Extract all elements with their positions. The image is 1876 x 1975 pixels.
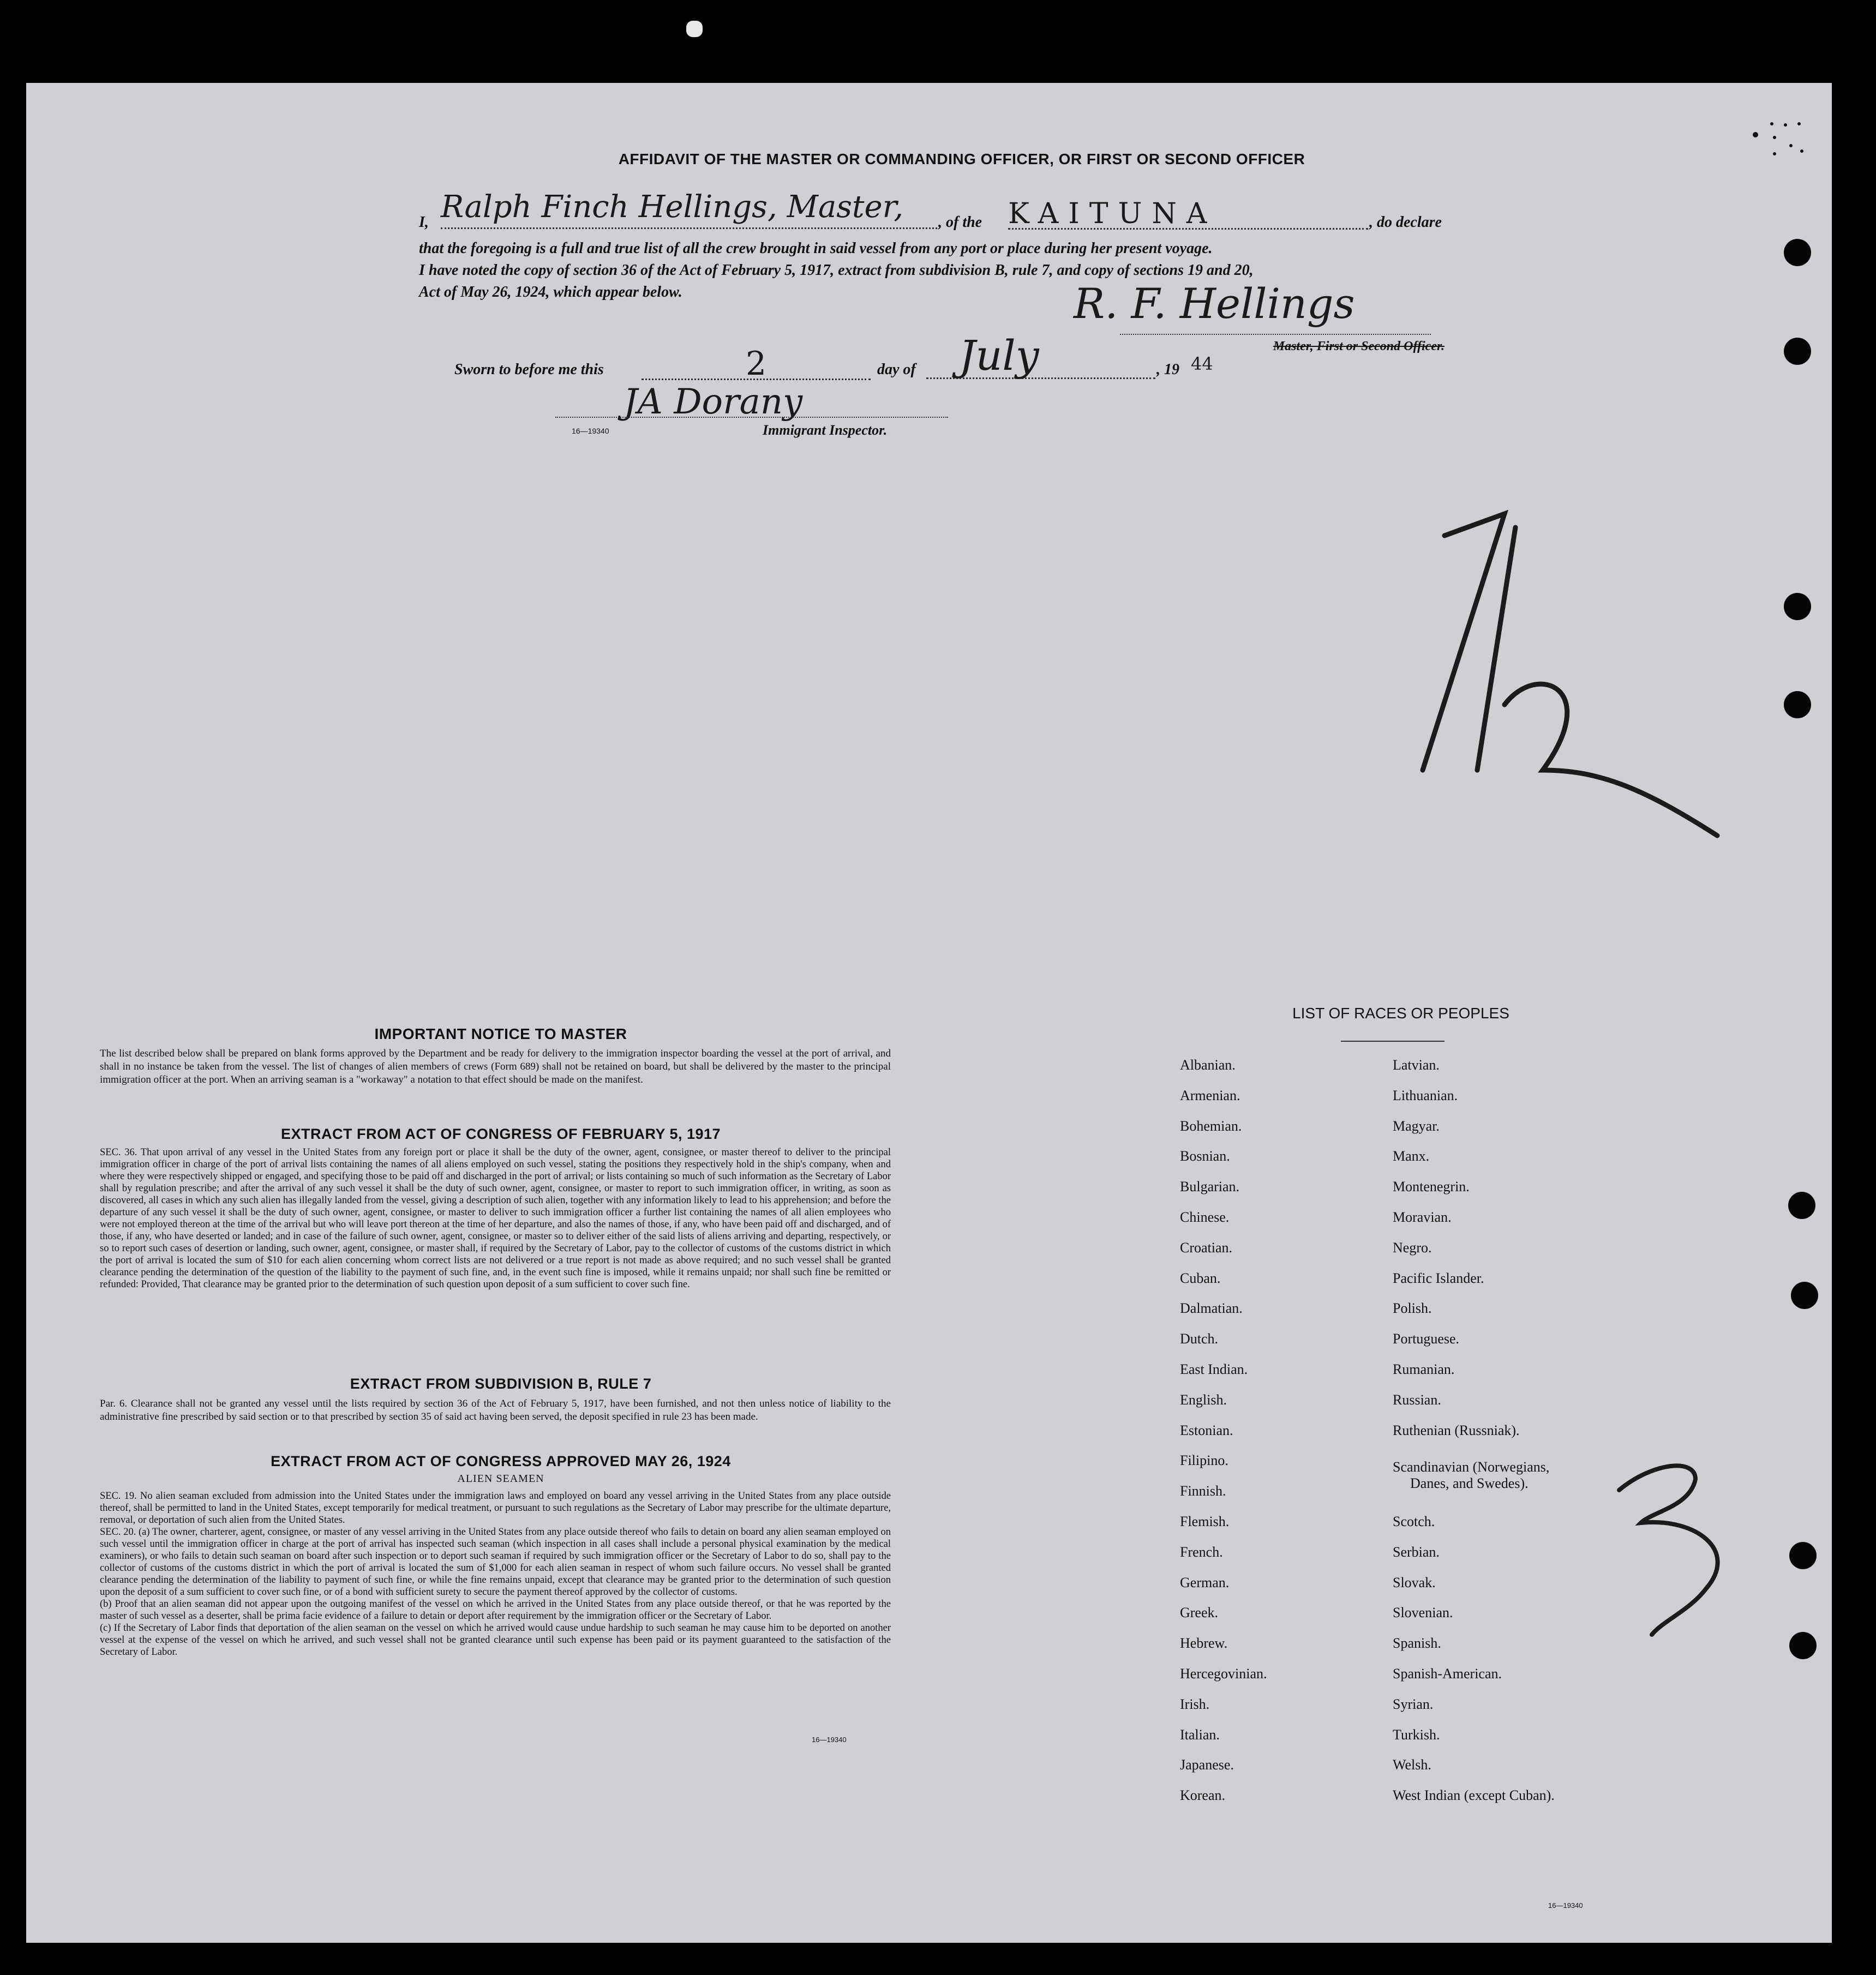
race-item: Slovak. bbox=[1393, 1574, 1436, 1590]
race-item: Spanish-American. bbox=[1393, 1666, 1502, 1682]
margin-marks bbox=[1750, 113, 1810, 162]
race-item: Dutch. bbox=[1180, 1331, 1219, 1347]
signature-title: Master, First or Second Officer. bbox=[1273, 339, 1445, 353]
race-item: West Indian (except Cuban). bbox=[1393, 1787, 1555, 1804]
sec-20a-text: SEC. 20. (a) The owner, charterer, agent, consignee, or master of any vessel arriving in the United States from any place outside thereof who fails to detain on board any alien seaman employed on such vessel until the immigration officer in charge at the port of arrival has inspected such seaman (which inspection in all cases shall include a personal physical examination by the medical examiners), or who fails to detain such seaman on board after such inspection or to deport such seaman if required by such immigration officer or the Secretary of Labor to do so, shall pay to the collector of customs of the customs district in which the port of arrival is located the sum of $1,000 for each alien seaman in respect of whom such failure occurs. No vessel shall be granted clearance pending the determination of the liability to payment of such fine, or while the fine remains unpaid, except that clearance may be granted prior to the determination of such question upon the deposit of a sum sufficient to cover such fine, or of a bond with sufficient surety to secure the payment thereof approved by the collector of customs. bbox=[100, 1527, 891, 1598]
notice-title: IMPORTANT NOTICE TO MASTER bbox=[374, 1025, 627, 1042]
race-item: Serbian. bbox=[1393, 1544, 1440, 1560]
extract-1924-text bbox=[100, 1490, 891, 1658]
extract-1917-text: SEC. 36. That upon arrival of any vessel in the United States from any foreign port or place it shall be the duty of the owner, agent, consignee, or master thereof to deliver to the principal immigration officer in charge of the port of arrival lists containing the names of all aliens employed on such vessel, stating the positions they respectively hold in the ship's company, when and where they were respectively shipped or engaged, and specifying those to be paid off and discharged in the port of arrival; or lists containing so much of such information as the Secretary of Labor shall by regulation prescribe; and after the arrival of any such vessel it shall be the duty of such owner, agent, consignee, or master to report to such immigration officer, in writing, as soon as discovered, all cases in which any such alien has illegally landed from the vessel, giving a description of such alien, together with any information likely to lead to his apprehension; and before the departure of any such vessel it shall be the duty of such owner, agent, consignee, or master to deliver to such immigration officer a further list containing the names of all alien employees who were not employed thereon at the time of the arrival but who will leave port thereon at the time of her departure, and also the names of those, if any, who have been paid off and discharged, and of those, if any, who have deserted or landed; and in case of the failure of such owner, agent, consignee, or master so to deliver either of the said lists of aliens arriving and departing, respectively, or so to report such cases of desertion or landing, such owner, agent, consignee, or master shall, if required by the Secretary of Labor, pay to the collector of customs of the customs district in which the port of arrival is located the sum of $10 for each alien concerning whom correct lists are not delivered or a true report is not made as above required; and no such vessel shall be granted clearance pending the determination of the question of the liability to the payment of such fine, and, in the event such fine is imposed, while it remains unpaid; nor shall such fine be remitted or refunded: Provided, That clearance may be granted prior to the determination of such question upon deposit of a sum sufficient to cover such fine. bbox=[100, 1147, 891, 1290]
race-item: Korean. bbox=[1180, 1787, 1226, 1804]
extract-1917-title: EXTRACT FROM ACT OF CONGRESS OF FEBRUARY 5, 1917 bbox=[280, 1126, 721, 1142]
affidavit-line-2: that the foregoing is a full and true list of all the crew brought in said vessel from any port or place during her present voyage. bbox=[419, 240, 1213, 257]
race-item: Filipino. bbox=[1180, 1452, 1228, 1469]
race-item: Montenegrin. bbox=[1393, 1179, 1470, 1195]
binder-hole bbox=[1791, 1282, 1818, 1309]
race-item: Ruthenian (Russniak). bbox=[1393, 1422, 1520, 1438]
document-page bbox=[26, 83, 1832, 1943]
race-item: Latvian. bbox=[1393, 1057, 1440, 1073]
race-item: Bulgarian. bbox=[1180, 1179, 1240, 1195]
race-item: Moravian. bbox=[1393, 1209, 1452, 1225]
master-signature: R. F. Hellings bbox=[1074, 279, 1355, 328]
race-item: Albanian. bbox=[1180, 1057, 1236, 1073]
race-item: Polish. bbox=[1393, 1300, 1432, 1317]
race-item: Hebrew. bbox=[1180, 1635, 1228, 1652]
binder-hole bbox=[1784, 239, 1811, 266]
race-item: Syrian. bbox=[1393, 1696, 1434, 1712]
day-of-label: day of bbox=[877, 361, 916, 378]
race-item: Croatian. bbox=[1180, 1239, 1233, 1256]
binder-hole bbox=[1789, 1632, 1817, 1659]
extract-1924-title: EXTRACT FROM ACT OF CONGRESS APPROVED MAY 26, 1924 bbox=[271, 1453, 731, 1469]
race-item: Portuguese. bbox=[1393, 1331, 1460, 1347]
sworn-year: 44 bbox=[1191, 353, 1213, 374]
of-the-label: , of the bbox=[938, 214, 982, 231]
form-number-right: 16—19340 bbox=[1548, 1901, 1583, 1910]
race-item: Bohemian. bbox=[1180, 1118, 1242, 1134]
race-item: East Indian. bbox=[1180, 1361, 1248, 1377]
binder-hole bbox=[1784, 593, 1811, 620]
extract-rule7-text: Par. 6. Clearance shall not be granted any vessel until the lists required by section 36 of the Act of February 5, 1917, have been furnished, and not then unless notice of liability to the administrative fine prescribed by said section or to that prescribed by section 35 of said act having been served, the deposit specified in rule 23 has been made. bbox=[100, 1398, 891, 1422]
affidavit-title: AFFIDAVIT OF THE MASTER OR COMMANDING OFFICER, OR FIRST OR SECOND OFFICER bbox=[618, 151, 1305, 167]
page-number-large bbox=[1401, 465, 1728, 901]
race-item: German. bbox=[1180, 1574, 1230, 1590]
race-item: Flemish. bbox=[1180, 1514, 1230, 1529]
page-number-large-drawing bbox=[1401, 465, 1728, 901]
race-item: Pacific Islander. bbox=[1393, 1270, 1484, 1286]
vessel-name: KAITUNA bbox=[1008, 197, 1368, 230]
race-item: Chinese. bbox=[1180, 1209, 1230, 1225]
signature-line bbox=[1120, 334, 1431, 335]
notice-text: The list described below shall be prepared on blank forms approved by the Department and be ready for delivery to the immigration inspector boarding the vessel at the port of arrival, and shall in no instance be taken from the vessel. The list of changes of alien members of crews (Form 689) shall not be retained on board, but shall be delivered by the master to the principal immigration officer at the port. When an arriving seaman is a "workaway" a notation to that effect should be made on the manifest. bbox=[100, 1048, 891, 1085]
scan-speck bbox=[686, 21, 703, 37]
race-item: Estonian. bbox=[1180, 1422, 1233, 1438]
race-item: Bosnian. bbox=[1180, 1148, 1230, 1164]
race-item: Armenian. bbox=[1180, 1087, 1240, 1103]
sec-20b-text: (b) Proof that an alien seaman did not appear upon the outgoing manifest of the vessel on which he arrived in the United States from any place outside thereof, or that he was reported by the master of such vessel as a deserter, shall be prima facie evidence of a failure to detain or deport after requirement by the immigration officer or the Secretary of Labor. bbox=[100, 1599, 891, 1622]
race-item: Japanese. bbox=[1180, 1757, 1234, 1773]
form-number-top: 16—19340 bbox=[572, 427, 609, 435]
affidavit-i: I, bbox=[419, 214, 429, 231]
race-item: Cuban. bbox=[1180, 1270, 1221, 1286]
inspector-label: Immigrant Inspector. bbox=[763, 422, 888, 438]
race-item: Turkish. bbox=[1393, 1726, 1440, 1743]
race-item: Hercegovinian. bbox=[1180, 1666, 1267, 1682]
race-item: Finnish. bbox=[1180, 1483, 1226, 1499]
races-title-rule bbox=[1341, 1041, 1445, 1042]
race-item: Magyar. bbox=[1393, 1118, 1440, 1134]
race-item: Italian. bbox=[1180, 1726, 1220, 1743]
sec-19-text: SEC. 19. No alien seaman excluded from admission into the United States under the immigration laws and employed on board any vessel arriving in the United States from any place outside thereof, shall be permitted to land in the United States, except temporarily for medical treatment, or pursuant to such regulations as the Secretary of Labor may prescribe for the ultimate departure, removal, or deportation of such alien from the United States. bbox=[100, 1491, 891, 1526]
binder-hole bbox=[1789, 1542, 1817, 1569]
binder-hole bbox=[1784, 691, 1811, 718]
margin-dots bbox=[1750, 113, 1810, 162]
inspector-line bbox=[555, 417, 948, 418]
sworn-day: 2 bbox=[642, 345, 871, 380]
race-item: Dalmatian. bbox=[1180, 1300, 1243, 1317]
sworn-label: Sworn to before me this bbox=[454, 361, 604, 378]
races-title: LIST OF RACES OR PEOPLES bbox=[1292, 1005, 1509, 1022]
race-item: Greek. bbox=[1180, 1605, 1219, 1621]
extract-rule7-title: EXTRACT FROM SUBDIVISION B, RULE 7 bbox=[350, 1376, 652, 1392]
binder-hole bbox=[1784, 338, 1811, 365]
declarant-name: Ralph Finch Hellings, Master, bbox=[441, 189, 937, 229]
race-item: Slovenian. bbox=[1393, 1605, 1453, 1621]
sworn-month: July bbox=[926, 331, 1155, 379]
race-item: Manx. bbox=[1393, 1148, 1430, 1164]
do-declare-label: , do declare bbox=[1369, 214, 1442, 231]
inspector-signature: JA Dorany bbox=[624, 382, 803, 422]
affidavit-line-3: I have noted the copy of section 36 of the Act of February 5, 1917, extract from subdivision B, rule 7, and copy of sections 19 and 20, bbox=[419, 262, 1254, 279]
race-item: French. bbox=[1180, 1544, 1223, 1560]
race-item: Russian. bbox=[1393, 1391, 1441, 1408]
races-left-column bbox=[1180, 1057, 1387, 1897]
binder-hole bbox=[1788, 1192, 1815, 1219]
race-item: Spanish. bbox=[1393, 1635, 1441, 1652]
sec-20c-text: (c) If the Secretary of Labor finds that deportation of the alien seaman on the vessel on which he arrived would cause undue hardship to such seaman he may cause him to be deported on another vessel at the expense of the vessel on which he arrived, and such vessel shall not be granted clearance until such expense has been paid or its payment guaranteed to the satisfaction of the Secretary of Labor. bbox=[100, 1623, 891, 1658]
extract-1924-subtitle: ALIEN SEAMEN bbox=[457, 1473, 544, 1485]
race-item: Danes, and Swedes). bbox=[1410, 1475, 1529, 1491]
race-item: Scotch. bbox=[1393, 1514, 1435, 1529]
race-item: Rumanian. bbox=[1393, 1361, 1455, 1377]
race-item: Irish. bbox=[1180, 1696, 1210, 1712]
form-number-left: 16—19340 bbox=[812, 1736, 847, 1744]
race-item: Scandinavian (Norwegians, bbox=[1393, 1458, 1550, 1475]
races-right-column bbox=[1393, 1057, 1720, 1897]
year-prefix: , 19 bbox=[1156, 361, 1179, 378]
affidavit-line-4: Act of May 26, 1924, which appear below. bbox=[419, 284, 682, 301]
race-item: Lithuanian. bbox=[1393, 1087, 1458, 1103]
race-item: Welsh. bbox=[1393, 1757, 1431, 1773]
race-item: Negro. bbox=[1393, 1239, 1432, 1256]
race-item: English. bbox=[1180, 1391, 1227, 1408]
